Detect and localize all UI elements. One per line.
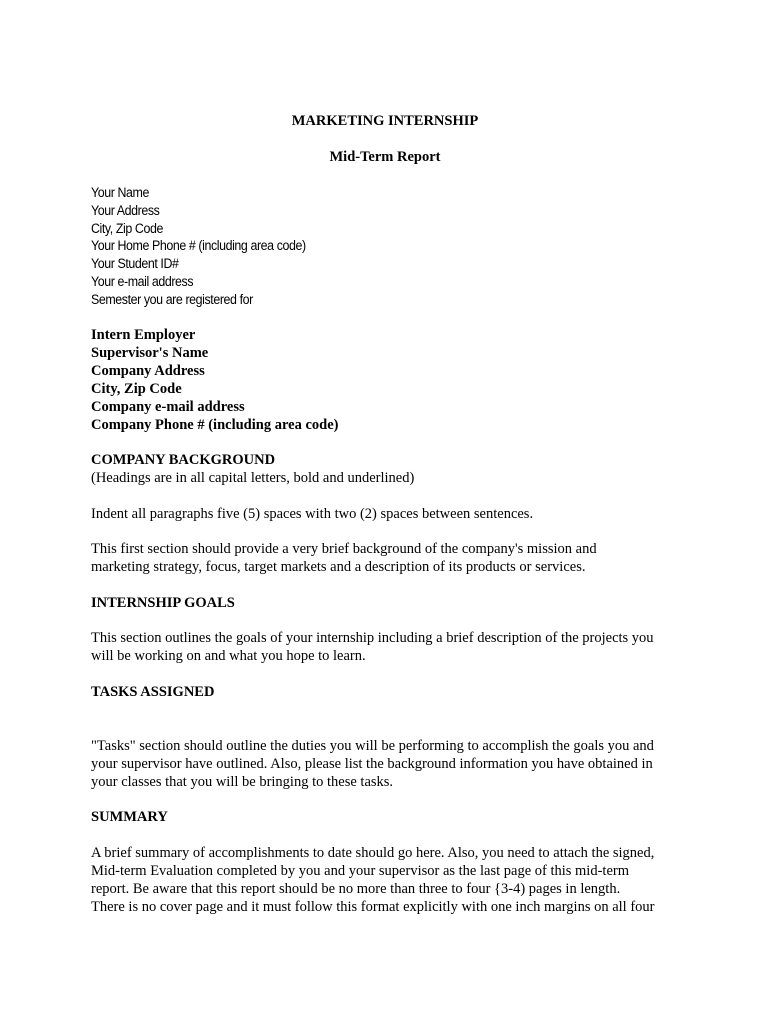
employer-info-block: [91, 326, 691, 434]
student-info-block: [91, 184, 643, 309]
company-phone-line: Company Phone # (including area code): [91, 417, 339, 433]
summary-paragraph: [91, 844, 691, 916]
paragraph-line: A brief summary of accomplishments to date should go here. Also, you need to attach the signed,: [91, 845, 655, 861]
student-semester-line: Semester you are registered for: [91, 291, 253, 307]
company-address-line: Company Address: [91, 363, 205, 379]
student-name-line: Your Name: [91, 185, 149, 200]
intern-employer-line: Intern Employer: [91, 327, 196, 343]
company-background-paragraph: [91, 540, 691, 576]
company-city-zip-line: City, Zip Code: [91, 381, 182, 397]
paragraph-line: will be working on and what you hope to learn.: [91, 648, 366, 664]
paragraph-line: your supervisor have outlined. Also, please list the background information you have obtained in: [91, 756, 653, 772]
student-city-zip-line: City, Zip Code: [91, 220, 163, 236]
paragraph-line: This first section should provide a very brief background of the company's mission and: [91, 541, 597, 557]
internship-goals-paragraph: [91, 629, 691, 665]
student-phone-line: Your Home Phone # (including area code): [91, 238, 306, 254]
tasks-assigned-heading: TASKS ASSIGNED: [91, 684, 215, 700]
paragraph-line: This section outlines the goals of your internship including a brief description of the projects you: [91, 630, 654, 646]
student-id-line: Your Student ID#: [91, 256, 179, 272]
internship-goals-heading: INTERNSHIP GOALS: [91, 595, 235, 611]
tasks-assigned-paragraph: [91, 737, 691, 791]
supervisor-name-line: Supervisor's Name: [91, 345, 209, 361]
paragraph-line: marketing strategy, focus, target markets and a description of its products or services.: [91, 559, 586, 575]
paragraph-line: "Tasks" section should outline the duties you will be performing to accomplish the goals you and: [91, 738, 654, 754]
summary-heading: SUMMARY: [91, 809, 168, 825]
company-background-note: (Headings are in all capital letters, bold and underlined): [91, 470, 415, 486]
company-background-heading: COMPANY BACKGROUND: [91, 452, 276, 468]
indent-instruction-paragraph: Indent all paragraphs five (5) spaces with two (2) spaces between sentences.: [91, 506, 534, 522]
paragraph-line: your classes that you will be bringing to these tasks.: [91, 774, 394, 790]
student-address-line: Your Address: [91, 202, 160, 218]
document-subtitle: Mid-Term Report: [329, 149, 441, 165]
student-email-line: Your e-mail address: [91, 273, 194, 289]
company-email-line: Company e-mail address: [91, 399, 245, 415]
paragraph-line: Mid-term Evaluation completed by you and your supervisor as the last page of this mid-term: [91, 863, 629, 879]
paragraph-line: report. Be aware that this report should be no more than three to four {3-4) pages in length.: [91, 881, 621, 897]
document-title: MARKETING INTERNSHIP: [291, 113, 479, 129]
paragraph-line: There is no cover page and it must follow this format explicitly with one inch margins on all four: [91, 899, 655, 915]
